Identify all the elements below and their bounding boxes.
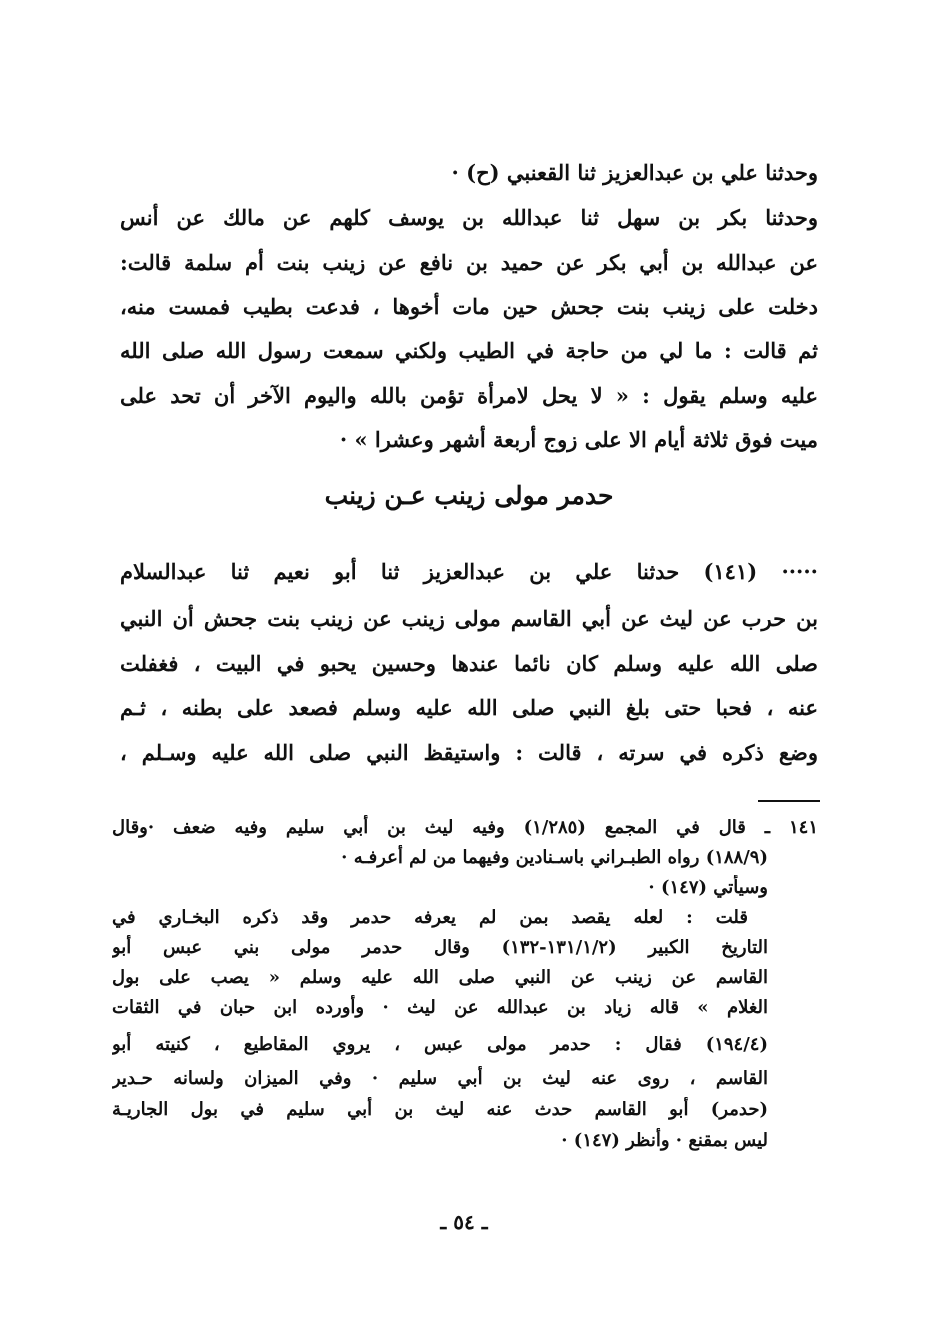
- text-line: عن عبدالله بن أبي بكر عن حميد بن نافع عن زينب بنت أم سلمة قالت:: [120, 250, 818, 275]
- text-line: ····· (١٤١) حدثنا علي بن عبدالعزيز ثنا أبو نعيم ثنا عبدالسلام: [120, 559, 818, 584]
- footnote-line: الغلام » قاله زياد بن عبدالله عن ليث · وأورده ابن حبان في الثقات: [112, 997, 768, 1018]
- footnote-line: وسيأتي (١٤٧) ·: [648, 877, 768, 898]
- text-line: ثم قالت : ما لي من حاجة في الطيب ولكني سمعت رسول الله صلى الله: [120, 338, 818, 363]
- section-heading: حدمر مولى زينب عـن زينب: [324, 481, 614, 510]
- footnote-line: (حدمر) أبو القاسم حدث عنه ليث بن أبي سليم في بول الجاريـة: [112, 1099, 768, 1120]
- footnote-separator: [758, 800, 820, 802]
- footnote-line: (١٨٨/٩) رواه الطبـراني باسـنادين وفيهما من لم أعرفـه ·: [341, 847, 768, 868]
- text-line: وضع ذكره في سرته ، قالت : واستيقظ النبي صلى الله عليه وسـلم ،: [120, 740, 818, 765]
- text-line: صلى الله عليه وسلم كان نائما عندها وحسين يحبو في البيت ، فغفلت: [120, 651, 818, 676]
- page-number: ـ ٥٤ ـ: [440, 1210, 488, 1234]
- footnote-line: ليس بمقنع · وأنظر (١٤٧) ·: [561, 1130, 768, 1151]
- footnote-line: القاسم عن زينب عن النبي صلى الله عليه وسلم « يصب على بول: [112, 967, 768, 988]
- footnote-line: التاريخ الكبير (١٣١/١/٢-١٣٢) وقال حدمر مولى بني عبس أبو: [112, 937, 768, 958]
- text-line: وحدثنا بكر بن سهل ثنا عبدالله بن يوسف كلهم عن مالك عن أنس: [120, 205, 818, 230]
- text-line: بن حرب عن ليث عن أبي القاسم مولى زينب عن زينب بنت جحش أن النبي: [120, 606, 818, 631]
- footnote-line: (١٩٤/٤) فقال : حدمر مولى عبس ، يروي المقاطيع ، كنيته أبو: [112, 1034, 768, 1055]
- footnote-line: ١٤١ ـ قال في المجمع (١/٢٨٥) وفيه ليث بن أبي سليم وفيه ضعف ·وقال: [112, 817, 818, 838]
- text-line: وحدثنا علي بن عبدالعزيز ثنا القعنبي (ح) ·: [451, 160, 818, 185]
- text-line: عليه وسلم يقول : « لا يحل لامرأة تؤمن بالله واليوم الآخر أن تحد على: [120, 383, 818, 408]
- text-line: عنه ، فحبا حتى بلغ النبي صلى الله عليه وسلم فصعد على بطنه ، ثـم: [120, 695, 818, 720]
- text-line: ميت فوق ثلاثة أيام الا على زوج أربعة أشهر وعشرا » ·: [339, 427, 818, 452]
- footnote-line: القاسم ، روى عنه ليث بن أبي سليم · وفي الميزان ولسانه حـدير: [112, 1068, 768, 1089]
- footnote-line: قلت : لعله يقصد بمن لم يعرفه حدمر وقد ذكره البخـاري في: [112, 907, 748, 928]
- text-line: دخلت على زينب بنت جحش حين مات أخوها ، فدعت بطيب فمست منه،: [120, 294, 818, 319]
